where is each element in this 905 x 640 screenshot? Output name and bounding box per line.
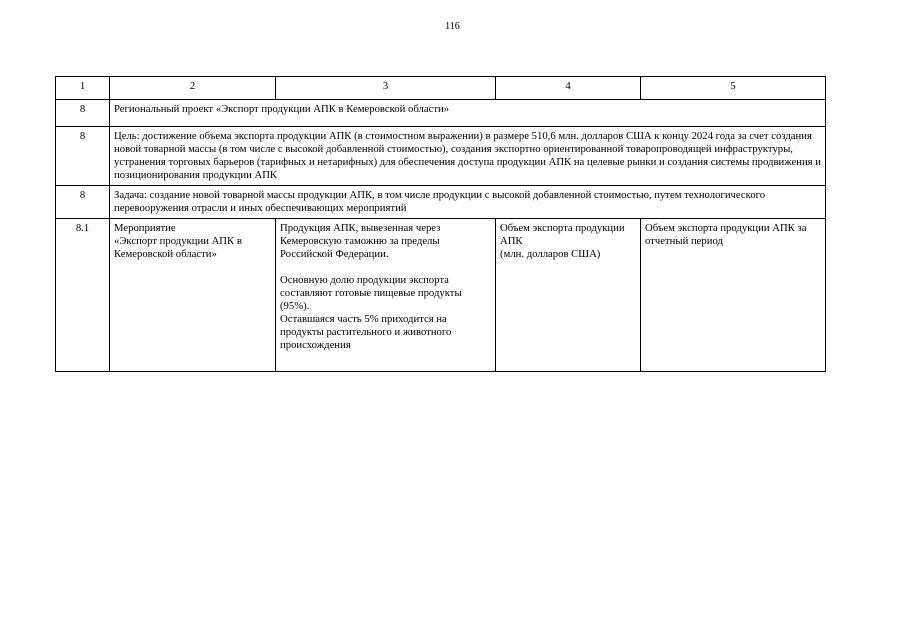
header-cell-1: 1 <box>56 77 110 100</box>
event-title: «Экспорт продукции АПК в Кемеровской области» <box>114 235 242 260</box>
event-name-cell <box>110 219 276 372</box>
table-header-row <box>56 77 826 100</box>
header-cell-4: 4 <box>496 77 641 100</box>
indicator-cell <box>496 219 641 372</box>
row-number: 8 <box>56 127 110 186</box>
event-label: Мероприятие <box>114 222 176 234</box>
description-paragraph-2: Основную долю продукции экспорта составляют готовые пищевые продукты (95%). <box>280 274 462 312</box>
table-row-event <box>56 219 826 372</box>
description-paragraph-1: Продукция АПК, вывезенная через Кемеровскую таможню за пределы Российской Федерации. <box>280 222 441 260</box>
table-row-goal <box>56 127 826 186</box>
indicator-name: Объем экспорта продукции АПК <box>500 222 625 247</box>
table-row-project <box>56 100 826 127</box>
row-number: 8.1 <box>56 219 110 372</box>
table-row-task <box>56 186 826 219</box>
indicator-table <box>55 76 826 372</box>
description-paragraph-3: Оставшаяся часть 5% приходится на продукты растительного и животного происхождения <box>280 313 452 351</box>
event-description-cell <box>276 219 496 372</box>
goal-text: Цель: достижение объема экспорта продукции АПК (в стоимостном выражении) в размере 510,6 млн. долларов США к концу 2024 года за счет создания новой товарной массы (в том числе с высокой добавленной стоимостью), создания экспортно ориентированной товаропроводящей инфраструктуры, устранения торговых барьеров (тарифных и нетарифных) для обеспечения доступа продукции АПК на целевые рынки и создания системы продвижения и позиционирования продукции АПК <box>110 127 826 186</box>
header-cell-2: 2 <box>110 77 276 100</box>
header-cell-5: 5 <box>641 77 826 100</box>
task-text: Задача: создание новой товарной массы продукции АПК, в том числе продукции с высокой добавленной стоимостью, путем технологического перевооружения отрасли и иных обеспечивающих мероприятий <box>110 186 826 219</box>
project-title: Региональный проект «Экспорт продукции АПК в Кемеровской области» <box>110 100 826 127</box>
row-number: 8 <box>56 186 110 219</box>
indicator-unit: (млн. долларов США) <box>500 248 601 260</box>
page-number: 116 <box>445 21 460 32</box>
header-cell-3: 3 <box>276 77 496 100</box>
row-number: 8 <box>56 100 110 127</box>
indicator-period-cell: Объем экспорта продукции АПК за отчетный период <box>641 219 826 372</box>
